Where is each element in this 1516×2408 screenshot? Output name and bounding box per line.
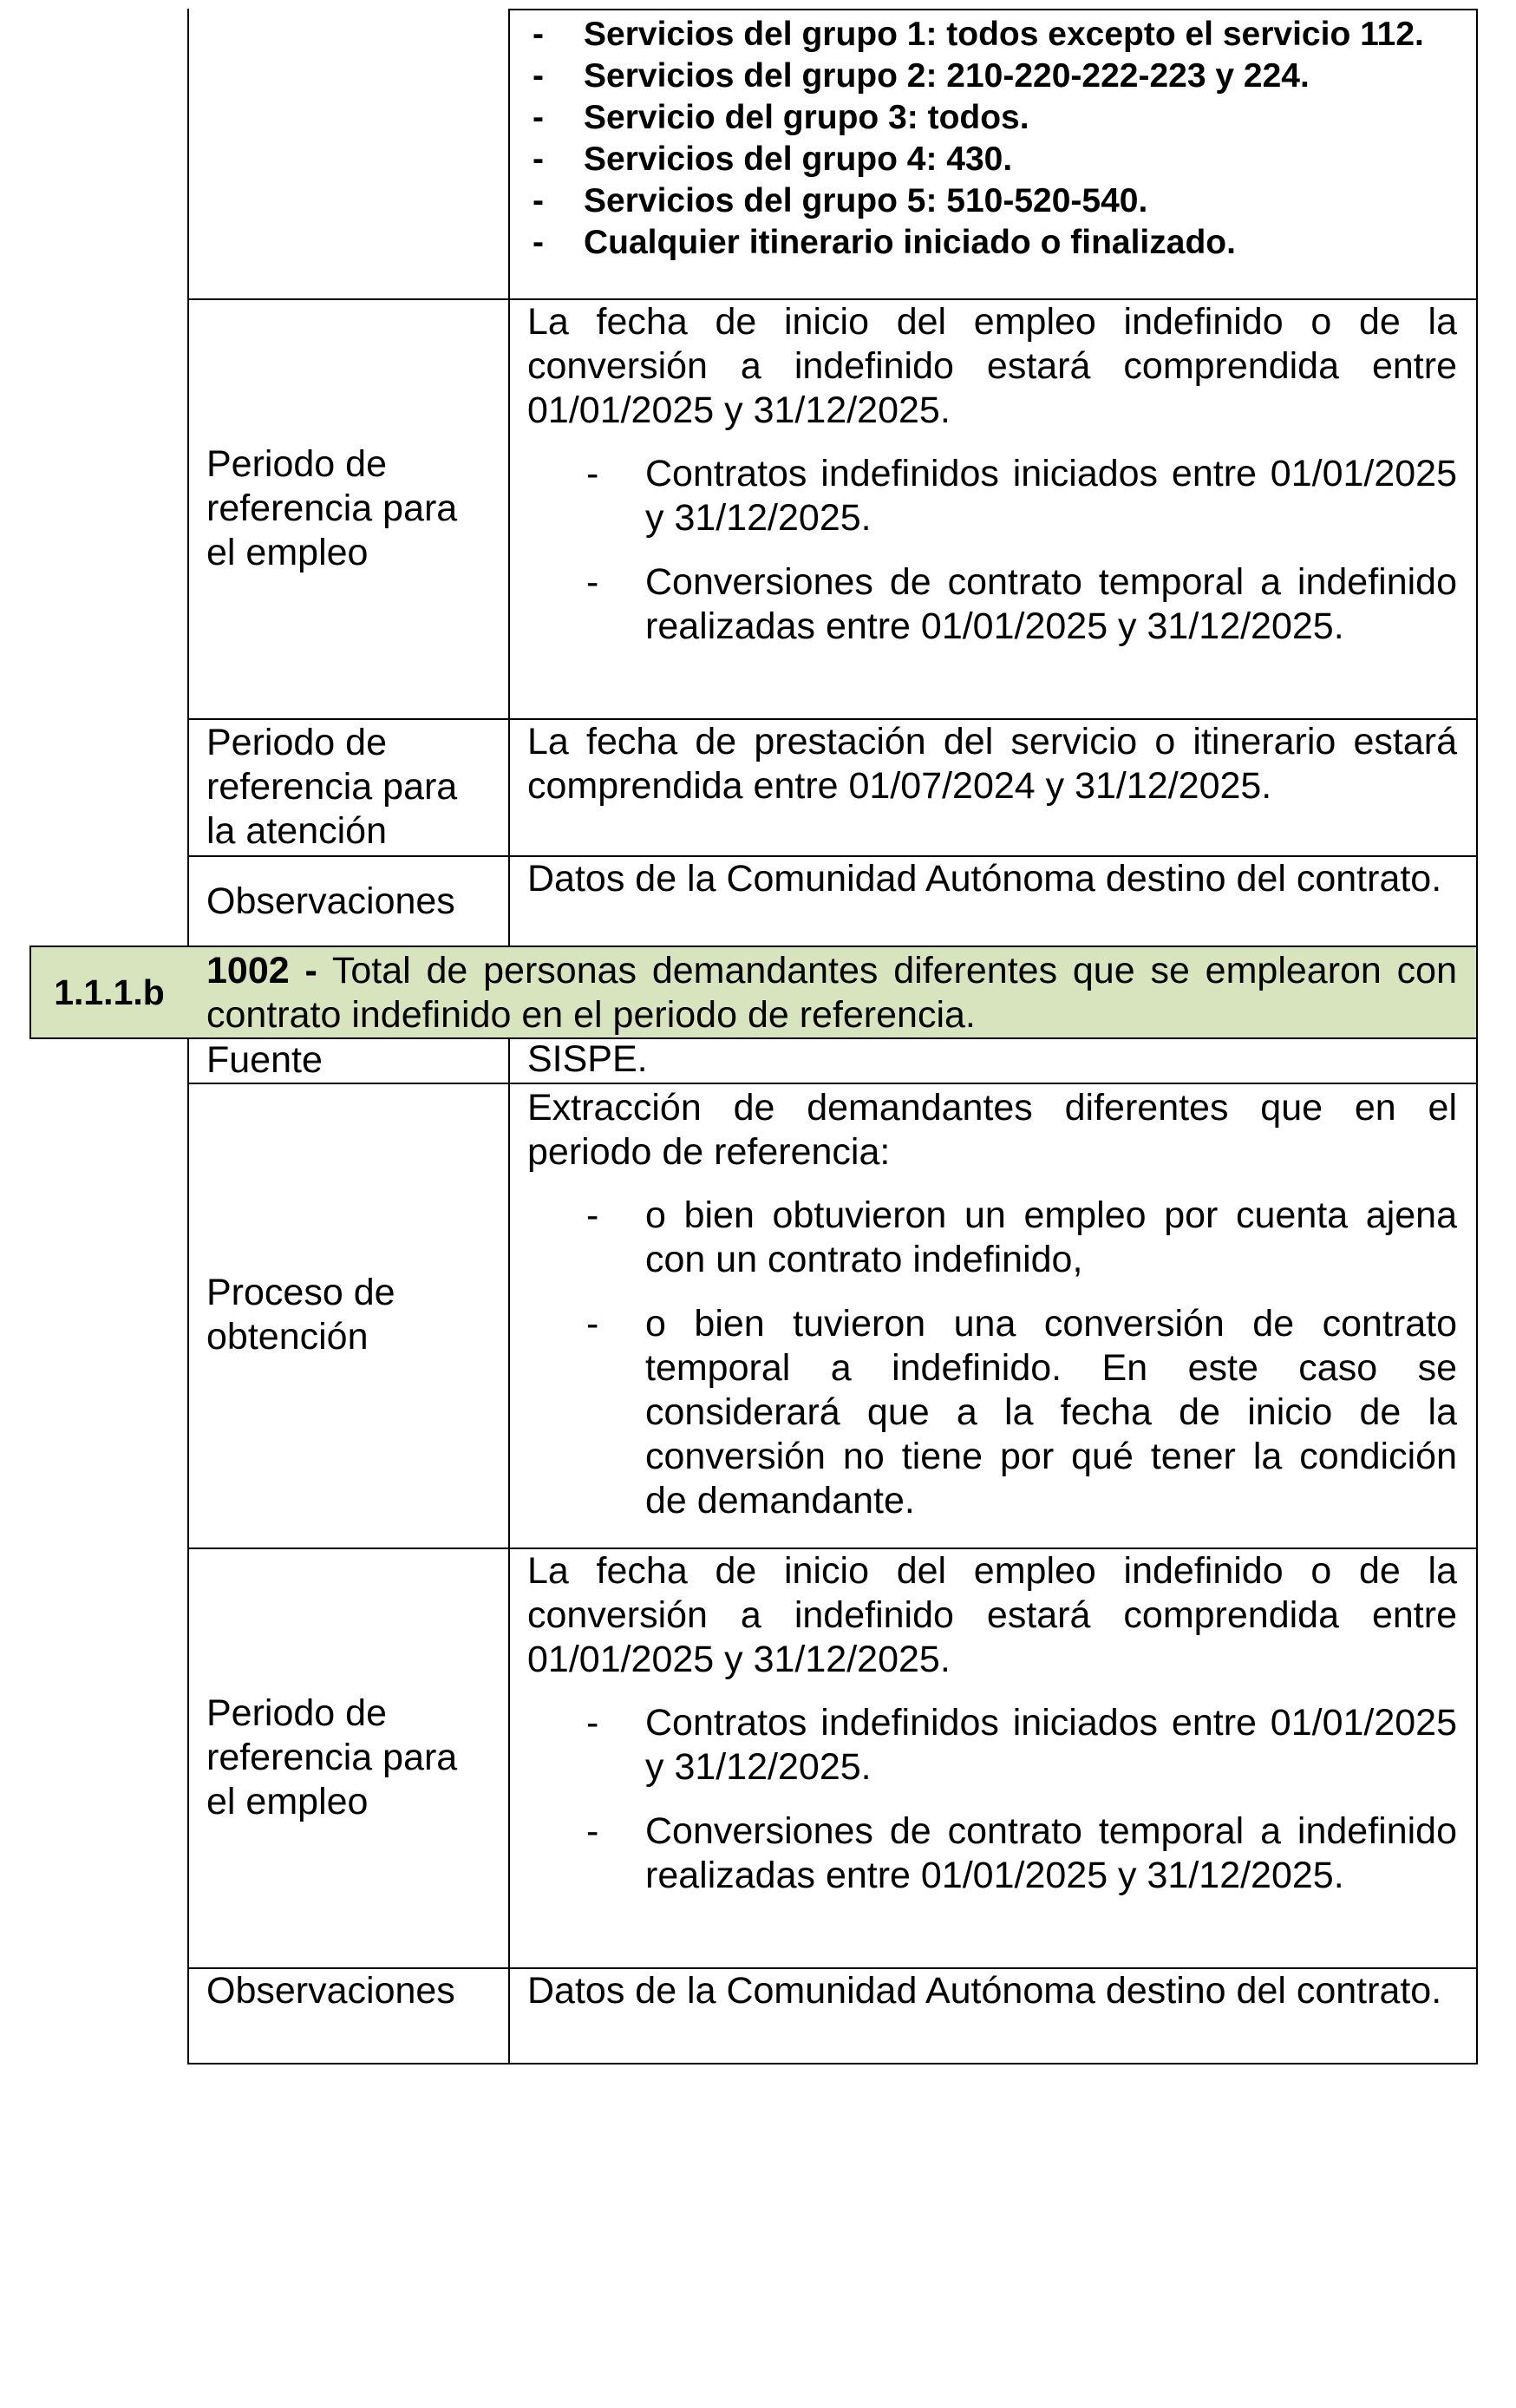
list-item: - Servicios del grupo 1: todos excepto el servicio 112. bbox=[527, 14, 1457, 56]
periodo-atencion-content bbox=[508, 718, 1478, 857]
periodo-empleo-label bbox=[187, 298, 510, 720]
periodo-empleo-content-2 bbox=[508, 1548, 1478, 1969]
list-item: - Servicio del grupo 3: todos. bbox=[527, 97, 1457, 139]
periodo-empleo-label-text: Periodo de referencia para el empleo bbox=[206, 442, 458, 573]
fuente-content bbox=[508, 1037, 1478, 1084]
list-item: - o bien obtuvieron un empleo por cuenta ajena con un contrato indefinido, bbox=[527, 1194, 1457, 1282]
services-label-cell bbox=[187, 9, 510, 300]
periodo-atencion-label bbox=[187, 718, 510, 857]
observaciones-content bbox=[508, 855, 1478, 947]
fuente-label bbox=[187, 1037, 510, 1084]
fuente-text: SISPE. bbox=[527, 1038, 648, 1080]
indicator-title-text: Total de personas demandantes diferentes que se emplearon con contrato indefinido en el periodo de referencia. bbox=[206, 950, 1457, 1036]
periodo-empleo-intro: La fecha de inicio del empleo indefinido o de la conversión a indefinido estará comprendida entre 01/01/2025 y 31/12/2025. bbox=[527, 301, 1457, 431]
proceso-label-text: Proceso de obtención bbox=[206, 1272, 395, 1358]
indicator-number: 1002 - bbox=[206, 950, 317, 991]
list-item: - Servicios del grupo 2: 210-220-222-223 y 224. bbox=[527, 56, 1457, 97]
list-item: - Conversiones de contrato temporal a indefinido realizadas entre 01/01/2025 y 31/12/2025. bbox=[527, 1809, 1457, 1898]
observaciones-text-2: Datos de la Comunidad Autónoma destino del contrato. bbox=[527, 1970, 1442, 2012]
services-content-cell bbox=[508, 9, 1478, 300]
periodo-empleo-list-2 bbox=[527, 1701, 1457, 1898]
proceso-intro: Extracción de demandantes diferentes que en el periodo de referencia: bbox=[527, 1087, 1457, 1173]
periodo-empleo-content bbox=[508, 298, 1478, 720]
fuente-label-text: Fuente bbox=[206, 1038, 323, 1081]
services-list bbox=[527, 14, 1457, 264]
periodo-empleo-label-2-text: Periodo de referencia para el empleo bbox=[206, 1691, 458, 1822]
periodo-empleo-label-2 bbox=[187, 1548, 510, 1969]
list-item: - o bien tuvieron una conversión de contrato temporal a indefinido. En este caso se considerará que a la fecha de inicio de la conversión no tiene por qué tener la condición de demandante. bbox=[527, 1302, 1457, 1523]
observaciones-text: Datos de la Comunidad Autónoma destino del contrato. bbox=[527, 858, 1442, 900]
indicator-code-text: 1.1.1.b bbox=[54, 972, 165, 1012]
observaciones-label-2 bbox=[187, 1967, 510, 2064]
proceso-content bbox=[508, 1083, 1478, 1549]
list-item: - Contratos indefinidos iniciados entre 01/01/2025 y 31/12/2025. bbox=[527, 452, 1457, 540]
periodo-atencion-label-text: Periodo de referencia para la atención bbox=[206, 721, 458, 852]
observaciones-label bbox=[187, 855, 510, 947]
list-item: - Cualquier itinerario iniciado o finalizado. bbox=[527, 222, 1457, 264]
observaciones-content-2 bbox=[508, 1967, 1478, 2064]
list-item: - Contratos indefinidos iniciados entre 01/01/2025 y 31/12/2025. bbox=[527, 1701, 1457, 1790]
observaciones-label-2-text: Observaciones bbox=[206, 1970, 455, 2012]
proceso-list bbox=[527, 1194, 1457, 1523]
periodo-empleo-intro-2: La fecha de inicio del empleo indefinido o de la conversión a indefinido estará comprendida entre 01/01/2025 y 31/12/2025. bbox=[527, 1550, 1457, 1680]
indicator-title bbox=[187, 946, 1478, 1039]
proceso-label bbox=[187, 1083, 510, 1549]
list-item: - Servicios del grupo 5: 510-520-540. bbox=[527, 180, 1457, 222]
list-item: - Servicios del grupo 4: 430. bbox=[527, 139, 1457, 180]
indicator-code bbox=[29, 946, 189, 1039]
observaciones-label-text: Observaciones bbox=[206, 880, 455, 922]
periodo-empleo-list bbox=[527, 452, 1457, 649]
periodo-atencion-text: La fecha de prestación del servicio o itinerario estará comprendida entre 01/07/2024 y 31/12/2025. bbox=[527, 721, 1457, 807]
indicator-title-paragraph bbox=[206, 949, 1457, 1037]
list-item: - Conversiones de contrato temporal a indefinido realizadas entre 01/01/2025 y 31/12/2025. bbox=[527, 560, 1457, 649]
